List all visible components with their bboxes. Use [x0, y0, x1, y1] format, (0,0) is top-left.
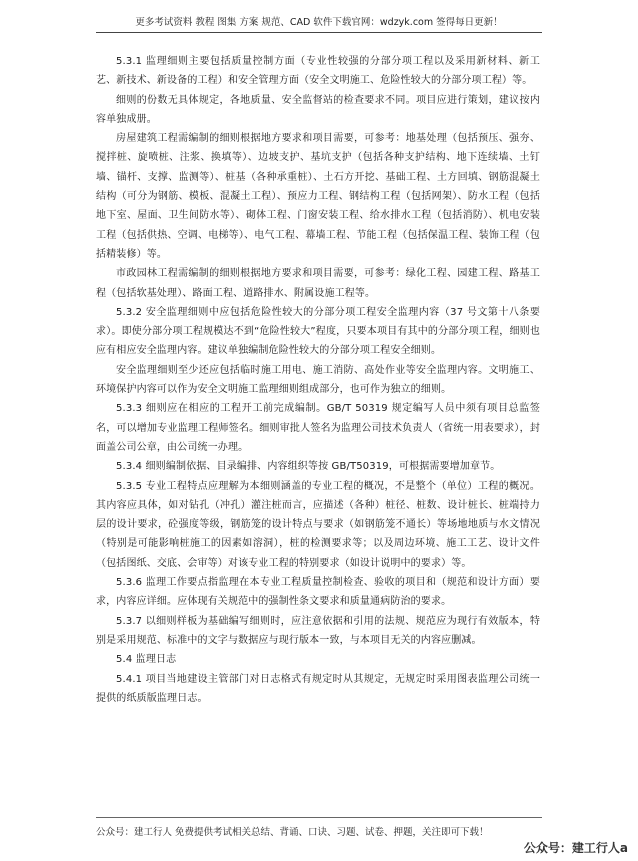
page-header: 更多考试资料 教程 图集 方案 规范、CAD 软件下载官网：wdzyk.com 签得每日更新！ — [96, 14, 542, 33]
paragraph-copies-note: 细则的份数无具体规定，各地质量、安全监督站的检查要求不同。项目应进行策划，建议按内容单独成册。 — [96, 94, 540, 125]
paragraph-5-3-4: 5.3.4 细则编制依据、目录编排、内容组织等按 GB/T50319，可根据需要增加章节。 — [116, 461, 501, 473]
footer-divider — [96, 817, 542, 818]
paragraph-safety-content: 安全监理细则至少还应包括临时施工用电、施工消防、高处作业等安全监理内容。文明施工、环境保护内容可以作为安全文明施工监理细则组成部分，也可作为独立的细则。 — [96, 364, 540, 396]
paragraph-5-3-3: 5.3.3 细则应在相应的工程开工前完成编制。GB/T 50319 规定编写人员中须有项目总监签名，可以增加专业监理工程师签名。细则审批人签名为监理公司技术负责人（省统一用表要求），封面盖公司公章，由公司统一办理。 — [96, 403, 540, 453]
paragraph-5-3-2: 5.3.2 安全监理细则中应包括危险性较大的分部分项工程安全监理内容（37 号文第十八条要求）。即使分部分项工程规模达不到“危险性较大”程度，只要本项目有其中的分部分项工程，细则也应有相应安全监理内容。建议单独编制危险性较大的分部分项工程安全细则。 — [96, 306, 540, 357]
paragraph-municipal-works: 市政园林工程需编制的细则根据地方要求和项目需要，可参考：绿化工程、园建工程、路基工程（包括软基处理）、路面工程、道路排水、附属设施工程等。 — [96, 268, 540, 299]
section-heading-5-4: 5.4 监理日志 — [116, 654, 177, 666]
page-footer: 公众号：建工行人 免费提供考试相关总结、背诵、口诀、习题、试卷、押题，关注即可下载！ — [96, 827, 489, 838]
paragraph-5-3-5: 5.3.5 专业工程特点应理解为本细则涵盖的专业工程的概况，不是整个（单位）工程的概况。其内容应具体，如对钻孔（冲孔）灌注桩而言，应描述（各种）桩径、桩数、设计桩长、桩端持力层的设计要求，砼强度等级，钢筋笼的设计特点与要求（如钢筋笼不通长）等场地地质与水文情况（特别是可能影响桩施工的因素如溶洞），桩的检测要求等；以及周边环境、施工工艺、设计文件（包括图纸、交底、会审等）对该专业工程的特别要求（如设计说明中的要求）等。 — [96, 480, 540, 569]
paragraph-building-works: 房屋建筑工程需编制的细则根据地方要求和项目需要，可参考：地基处理（包括预压、强夯、搅拌桩、旋喷桩、注浆、换填等）、边坡支护、基坑支护（包括各种支护结构、地下连续墙、土钉墙、锚杆、支撑、监测等）、桩基（各种承重桩）、土石方开挖、基础工程、土方回填、钢筋混凝土结构（可分为钢筋、模板、混凝土工程）、预应力工程、钢结构工程（包括网架）、防水工程（包括地下室、屋面、卫生间防水等）、砌体工程、门窗安装工程、给水排水工程（包括消防）、机电安装工程（包括供热、空调、电梯等）、电气工程、幕墙工程、节能工程（包括保温工程、装饰工程（包括精装修）等。 — [96, 133, 540, 260]
document-body — [96, 52, 540, 708]
paragraph-5-3-6: 5.3.6 监理工作要点指监理在本专业工程质量控制检查、验收的项目和（规范和设计方面）要求，内容应详细。应体现有关规范中的强制性条文要求和质量通病防治的要求。 — [96, 577, 540, 608]
watermark-text: 公众号：建工行人a — [523, 841, 628, 855]
paragraph-5-4-1: 5.4.1 项目当地建设主管部门对日志格式有规定时从其规定，无规定时采用图表监理公司统一提供的纸质版监理日志。 — [96, 673, 540, 704]
paragraph-5-3-1: 5.3.1 监理细则主要包括质量控制方面（专业性较强的分部分项工程以及采用新材料、新工艺、新技术、新设备的工程）和安全管理方面（安全文明施工、危险性较大的分部分项工程）等。 — [96, 56, 540, 87]
paragraph-5-3-7: 5.3.7 以细则样板为基础编写细则时，应注意依据和引用的法规、规范应为现行有效版本，特别是采用规范、标准中的文字与数据应与现行版本一致，与本项目无关的内容应删减。 — [96, 615, 540, 646]
